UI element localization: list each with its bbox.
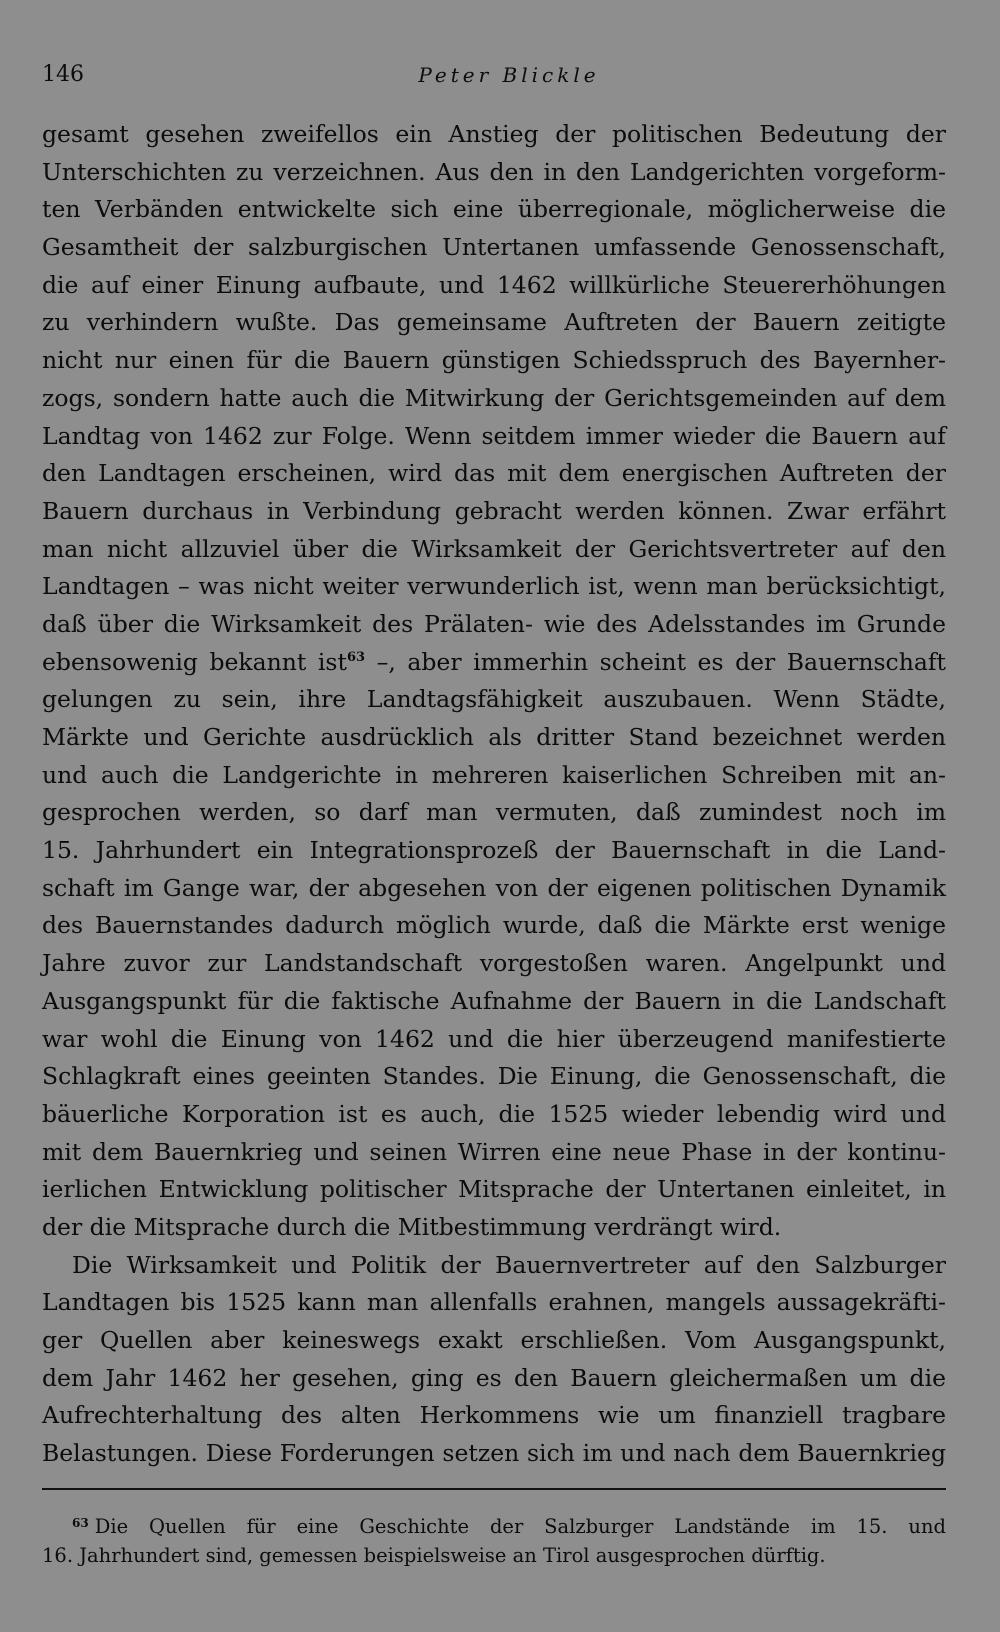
footnote-reference[interactable]: 63 (346, 649, 366, 665)
text-line: schaft im Gange war, der abgesehen von der eigenen politischen Dynamik (42, 873, 946, 902)
text-line: Landtagen – was nicht weiter verwunderlich ist, wenn man berücksichtigt, (42, 572, 946, 601)
footnote-divider (42, 1488, 946, 1490)
text-line: ten Verbänden entwickelte sich eine überregionale, möglicherweise die (42, 195, 946, 224)
text-line-paragraph-start: Die Wirksamkeit und Politik der Bauernvertreter auf den Salzburger (72, 1250, 946, 1279)
text-line: Märkte und Gerichte ausdrücklich als dritter Stand bezeichnet werden (42, 723, 946, 751)
text-line: Landtag von 1462 zur Folge. Wenn seitdem immer wieder die Bauern auf (42, 421, 946, 450)
text-line: Ausgangspunkt für die faktische Aufnahme der Bauern in die Landschaft (42, 986, 946, 1015)
text-segment: ebensowenig bekannt ist (42, 647, 347, 676)
text-line: gesprochen werden, so darf man vermuten, daß zumindest noch im (42, 798, 946, 827)
text-line: daß über die Wirksamkeit des Prälaten- wie des Adelsstandes im Grunde (42, 609, 946, 638)
text-line: gelungen zu sein, ihre Landtagsfähigkeit auszubauen. Wenn Städte, (42, 685, 946, 714)
footnotes (42, 1512, 946, 1570)
page-number: 146 (42, 62, 84, 87)
text-line: mit dem Bauernkrieg und seinen Wirren eine neue Phase in der kontinu- (42, 1137, 946, 1166)
text-line: gesamt gesehen zweifellos ein Anstieg der politischen Bedeutung der (42, 120, 946, 148)
text-line: zogs, sondern hatte auch die Mitwirkung der Gerichtsgemeinden auf dem (42, 383, 946, 412)
text-line: zu verhindern wußte. Das gemeinsame Auftreten der Bauern zeitigte (42, 308, 946, 337)
text-line: war wohl die Einung von 1462 und die hier überzeugend manifestierte (42, 1024, 946, 1053)
text-line: des Bauernstandes dadurch möglich wurde, daß die Märkte erst wenige (42, 911, 946, 940)
text-line: Schlagkraft eines geeinten Standes. Die Einung, die Genossenschaft, die (42, 1062, 946, 1091)
text-line: nicht nur einen für die Bauern günstigen Schiedsspruch des Bayernher- (42, 346, 946, 375)
text-line: die auf einer Einung aufbaute, und 1462 willkürliche Steuererhöhungen (42, 270, 946, 299)
text-line-with-footnote-ref (42, 644, 946, 682)
text-line: Aufrechterhaltung des alten Herkommens wie um finanziell tragbare (42, 1401, 946, 1430)
text-line: ierlichen Entwicklung politischer Mitsprache der Untertanen einleitet, in (42, 1175, 946, 1204)
text-line: ger Quellen aber keineswegs exakt erschließen. Vom Ausgangspunkt, (42, 1326, 946, 1354)
text-line: Gesamtheit der salzburgischen Untertanen umfassende Genossenschaft, (42, 233, 946, 262)
text-line: man nicht allzuviel über die Wirksamkeit der Gerichtsvertreter auf den (42, 534, 946, 563)
footnote-text: Die Quellen für eine Geschichte der Salzburger Landstände im 15. und (94, 1515, 946, 1538)
text-line: Landtagen bis 1525 kann man allenfalls erahnen, mangels aussagekräfti- (42, 1288, 946, 1317)
footnote-63 (42, 1512, 946, 1541)
text-segment: –, aber immerhin scheint es der Bauernschaft (365, 647, 946, 676)
text-line: und auch die Landgerichte in mehreren kaiserlichen Schreiben mit an- (42, 760, 946, 789)
footnote-text-continued: 16. Jahrhundert sind, gemessen beispielsweise an Tirol ausgesprochen dürftig. (42, 1544, 826, 1567)
text-line: den Landtagen erscheinen, wird das mit dem energischen Auftreten der (42, 459, 946, 488)
text-line: Bauern durchaus in Verbindung gebracht werden können. Zwar erfährt (42, 496, 946, 525)
footnote-marker: 63 (72, 1516, 89, 1530)
text-line: Unterschichten zu verzeichnen. Aus den in den Landgerichten vorgeform- (42, 157, 946, 186)
text-line: bäuerliche Korporation ist es auch, die 1525 wieder lebendig wird und (42, 1099, 946, 1128)
text-line: Jahre zuvor zur Landstandschaft vorgestoßen waren. Angelpunkt und (42, 949, 946, 978)
text-line-paragraph-end: der die Mitsprache durch die Mitbestimmung verdrängt wird. (42, 1212, 782, 1241)
text-line: 15. Jahrhundert ein Integrationsprozeß der Bauernschaft in die Land- (42, 836, 946, 865)
body-text (42, 116, 946, 1473)
running-head-author: Peter Blickle (418, 63, 600, 87)
running-header (42, 58, 946, 92)
text-line: Belastungen. Diese Forderungen setzen sich im und nach dem Bauernkrieg (42, 1439, 946, 1468)
text-line: dem Jahr 1462 her gesehen, ging es den Bauern gleichermaßen um die (42, 1363, 946, 1392)
